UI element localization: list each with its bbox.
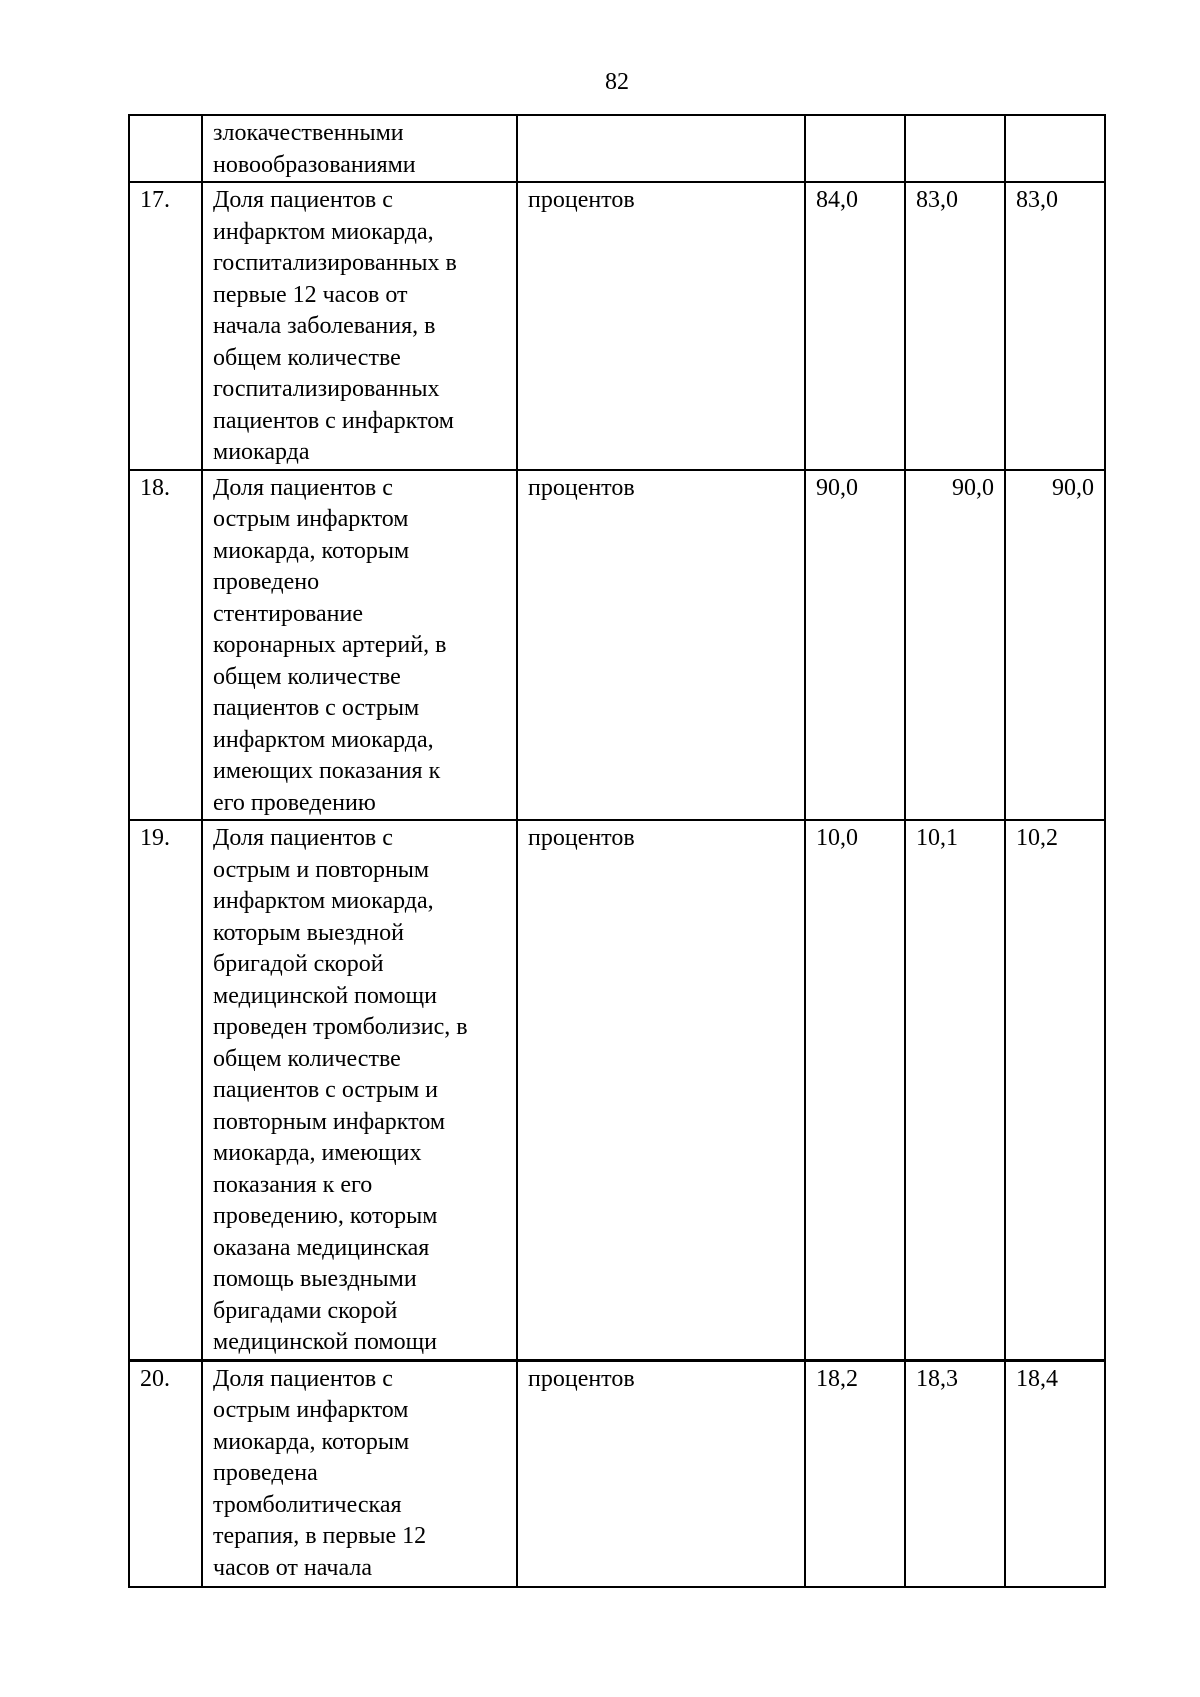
value-cell-2 [905,115,1005,182]
unit-cell [517,115,805,182]
value-cell-3: 83,0 [1005,182,1105,470]
value-cell-3: 90,0 [1005,470,1105,821]
indicator-name-cell: Доля пациентов с инфарктом миокарда, госпитализированных в первые 12 часов от начала заболевания, в общем количестве госпитализированных пациентов с инфарктом миокарда [202,182,517,470]
value-cell-1: 90,0 [805,470,905,821]
value-cell-1: 18,2 [805,1360,905,1587]
table-row-continuation [129,115,1105,182]
indicator-name-cell: Доля пациентов с острым и повторным инфарктом миокарда, которым выездной бригадой скорой медицинской помощи проведен тромболизис, в общем количестве пациентов с острым и повторным инфарктом миокарда, имеющих показания к его проведению, которым оказана медицинская помощь выездными бригадами скорой медицинской помощи [202,820,517,1360]
unit-cell: процентов [517,470,805,821]
page-number: 82 [605,69,629,95]
row-number-cell: 17. [129,182,202,470]
value-cell-1: 84,0 [805,182,905,470]
indicator-name-cell: Доля пациентов с острым инфарктом миокарда, которым проведена тромболитическая терапия, в первые 12 часов от начала [202,1360,517,1587]
table-row [129,1360,1105,1587]
value-cell-1: 10,0 [805,820,905,1360]
unit-cell: процентов [517,182,805,470]
row-number-cell [129,115,202,182]
value-cell-3: 10,2 [1005,820,1105,1360]
value-cell-3 [1005,115,1105,182]
table-row [129,182,1105,470]
value-cell-3: 18,4 [1005,1360,1105,1587]
unit-cell: процентов [517,1360,805,1587]
table-row [129,820,1105,1360]
row-number-cell: 19. [129,820,202,1360]
value-cell-2: 10,1 [905,820,1005,1360]
row-number-cell: 20. [129,1360,202,1587]
table-row [129,470,1105,821]
value-cell-2: 90,0 [905,470,1005,821]
indicator-name-cell: злокачественными новообразованиями [202,115,517,182]
value-cell-2: 83,0 [905,182,1005,470]
unit-cell: процентов [517,820,805,1360]
value-cell-2: 18,3 [905,1360,1005,1587]
indicators-table [128,114,1106,1588]
indicator-name-cell: Доля пациентов с острым инфарктом миокарда, которым проведено стентирование коронарных артерий, в общем количестве пациентов с острым инфарктом миокарда, имеющих показания к его проведению [202,470,517,821]
row-number-cell: 18. [129,470,202,821]
value-cell-1 [805,115,905,182]
